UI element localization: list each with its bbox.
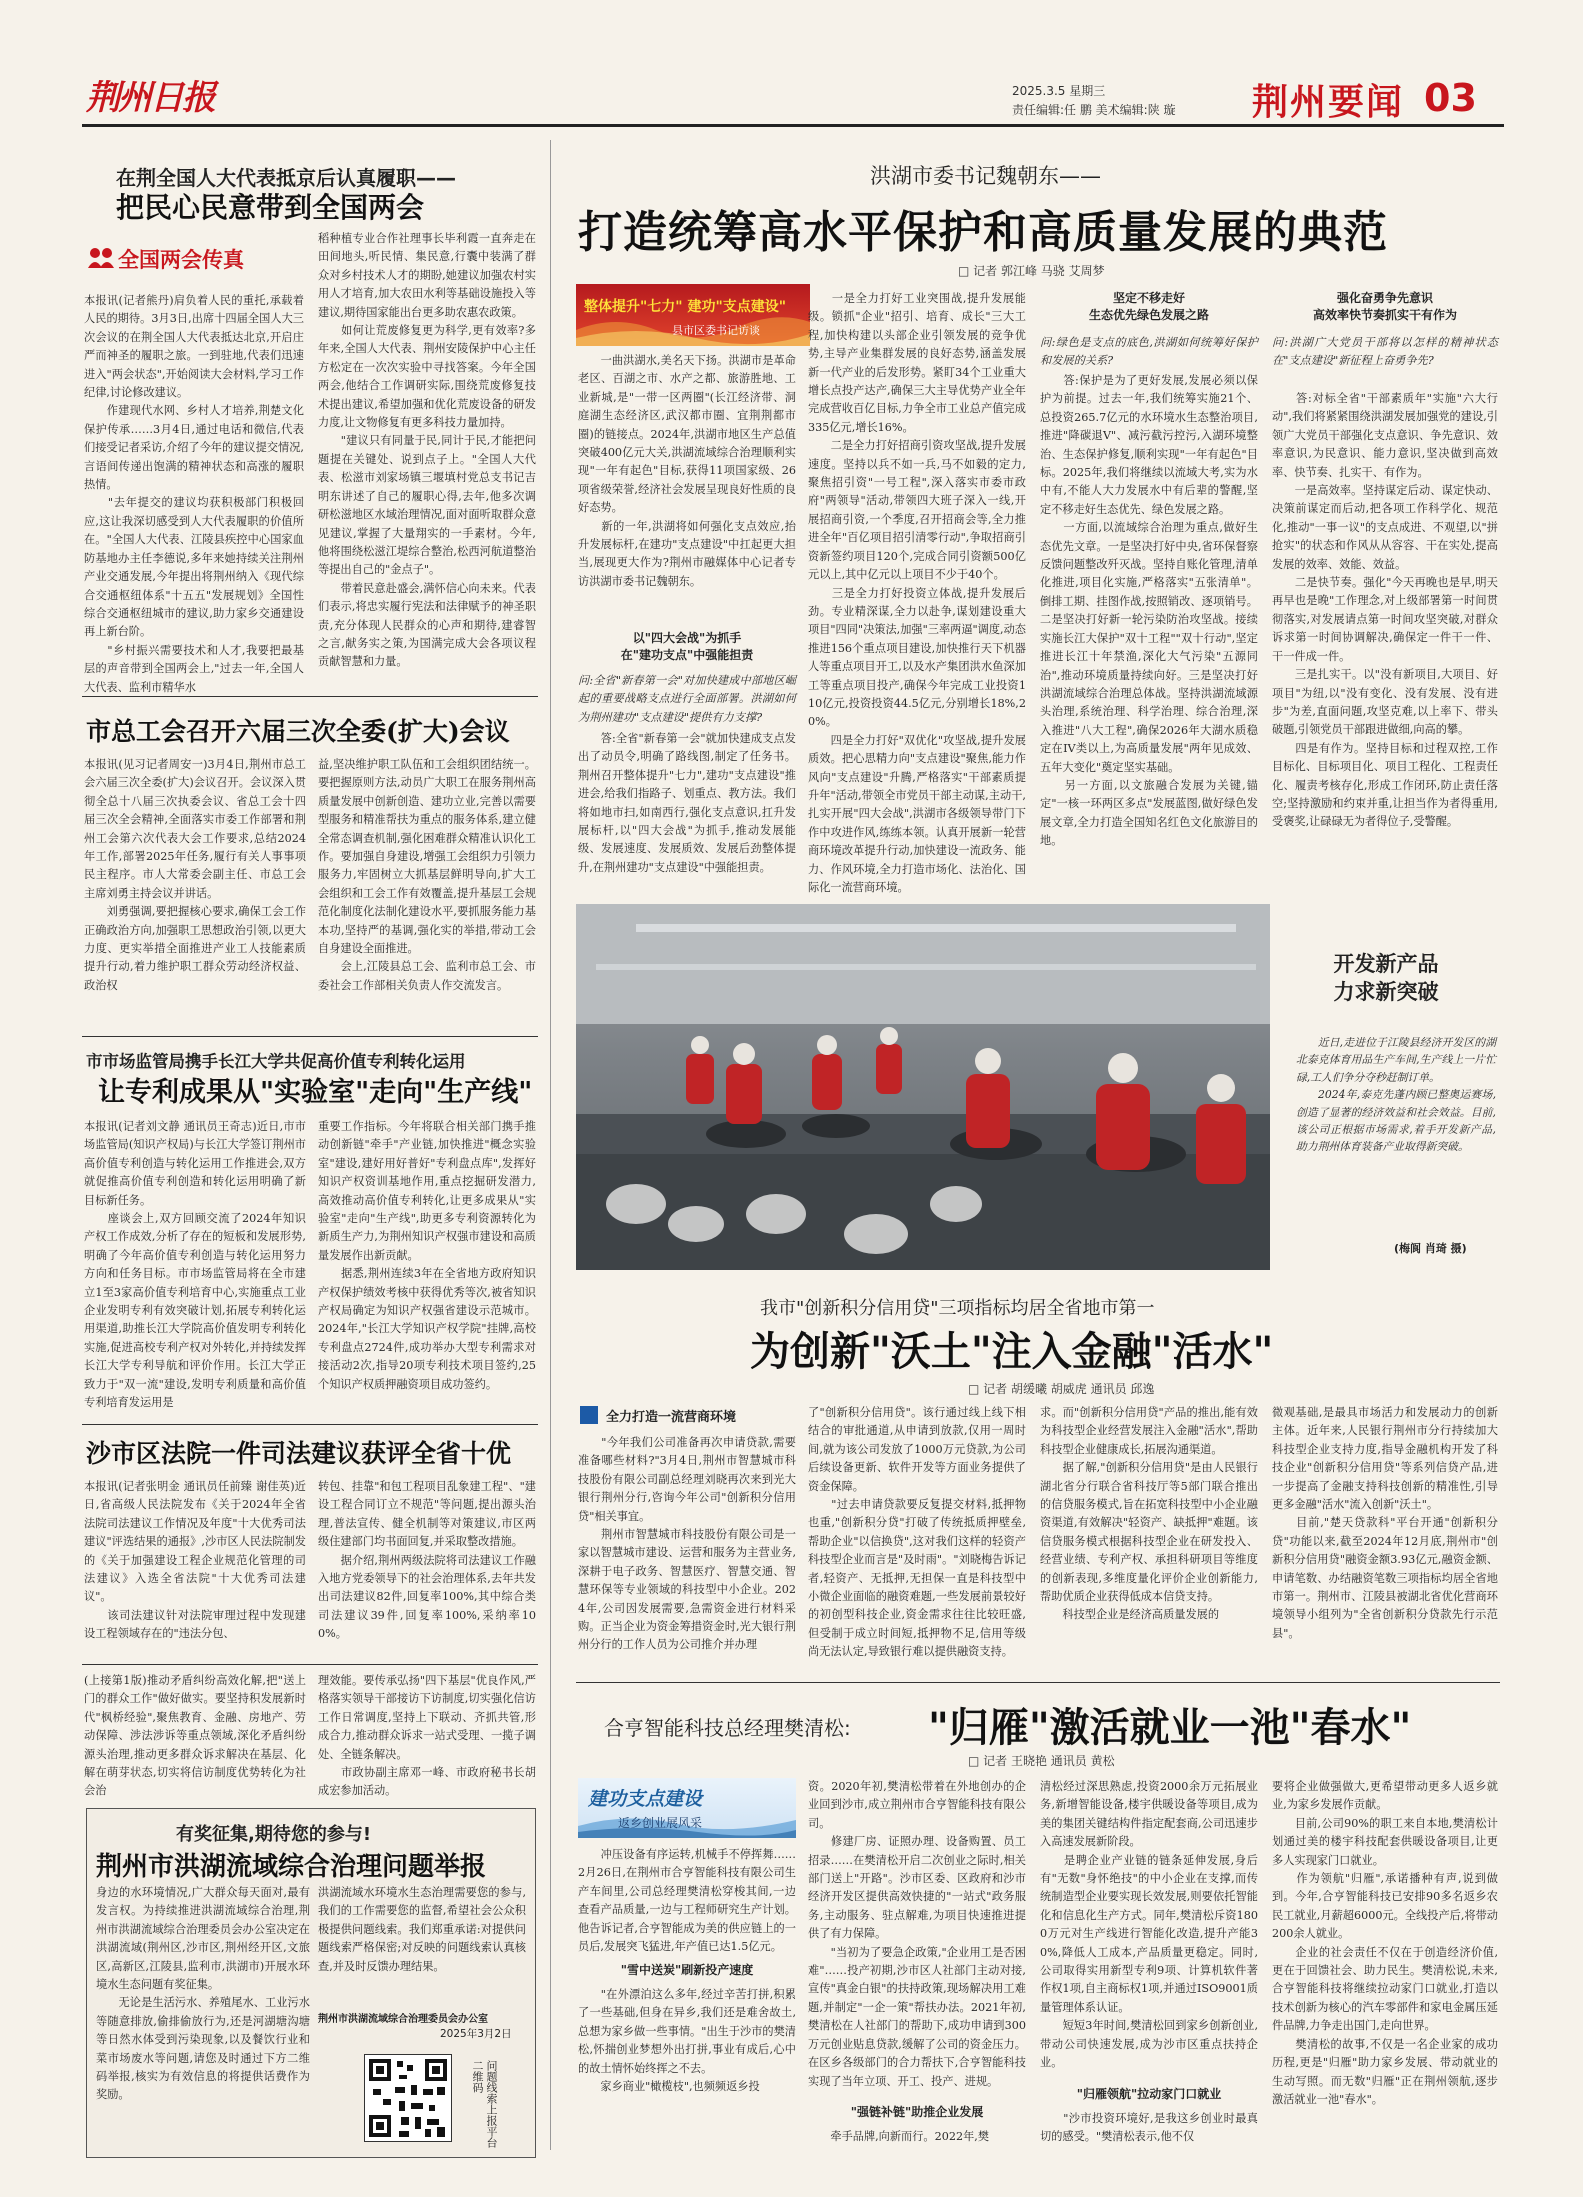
b1-col4: 微观基础,是最具市场活力和发展动力的创新主体。近年来,人民银行荆州市分行持续加大科技型企业支持力度,指导金融机构开发了科技企业"创新积分信用贷"等系列信贷产品,进一步提高了金融支持科技创新的精准性,引导更多金融"活水"流入创新"沃土"。 目前,"楚天贷款科"平台开通"创新积分贷"功能以来,截至2024年12月底,荆州市"创新积分信用贷"融资金额3.93亿元,融资金额、申请笔数、办结融资笔数三项指标均居全省地市第一。荆州市、江陵县被湖北省优化营商环境领导小组列为"全省创新积分贷款先行示范县"。 — [1272, 1406, 1498, 1640]
a6-sign-date: 2025年3月2日 — [440, 2028, 512, 2040]
lead-col3-q: 问:绿色是支点的底色,洪湖如何统筹好保护和发展的关系? — [1040, 336, 1258, 368]
lead-title: 打造统筹高水平保护和高质量发展的典范 — [578, 207, 1388, 258]
separator — [82, 1664, 538, 1665]
flag-icon — [86, 244, 116, 270]
masthead-editors: 责任编辑:任 鹏 美术编辑:陕 璇 — [1012, 103, 1176, 117]
b1-col1: "今年我们公司准备再次申请贷款,需要准备哪些材料?"3月4日,荆州市智慧城市科技股份有限公司副总经理刘晓再次来到光大银行荆州分行,咨询今年公司"创新积分信用贷"相关事宜。 荆州市智慧城市科技股份有限公司是一家以智慧城市建设、运营和服务为主营业务,深耕于电子政务、智慧医疗、智慧交通、智慧环保等专业领域的科技型中小企业。2024年,公司因发展需要,急需资金进行材料采购。正当企业为资金筹措资金时,光大银行荆州分行的工作人员为公司推介并办理 — [578, 1436, 796, 1652]
section-title: 荆州要闻 — [1252, 82, 1405, 123]
lead-col1-a: 一曲洪湖水,美名天下扬。洪湖市是革命老区、百湖之市、水产之都、旅游胜地、工业新城,是"一带一区两圈"(长江经济带、洞庭湖生态经济区,武汉都市圈、宜荆荆都市圈)的链接点。2024年,洪湖市地区生产总值突破400亿元大关,洪湖流域综合治理顺利实现"一年有起色"目标,获得11项国家级、26项省级荣誉,经济社会发展呈现良好性质的良好态势。 新的一年,洪湖将如何强化支点效应,抬升发展标杆,在建功"支点建设"中扛起更大担当,展现更大作为?荆州市融媒体中心记者专访洪湖市委书记魏朝东。 — [578, 354, 796, 588]
banner-title: 整体提升"七力" 建功"支点建设" — [584, 299, 787, 315]
lead-col3-title: 坚定不移走好 生态优先绿色发展之路 — [1088, 291, 1209, 322]
b2-col3-a: 清松经过深思熟虑,投资2000余万元拓展业务,新增智能设备,楼宇供暖设备等项目,成为美的集团关键结构件指定配套商,公司迅速步入高速发展新阶段。 是聘企业产业链的链条延伸发展,身后有"无数"身怀绝技"的中小企业在支撑,而传统制造型企业要实现长效发展,则要依托智能化和信息化生产方式。同年,樊清松斥资1800万元对生产线进行智能化改造,提升产能30%,降低人工成本,产品质量更稳定。同时,公司取得实用新型专利9项、计算机软件著作权1项,自主商标权1项,并通过ISO9001质量管理体系认证。 短短3年时间,樊清松回到家乡创新创业,带动公司快速发展,成为沙市区重点扶持企业。 — [1040, 1780, 1258, 2070]
a3-title: 让专利成果从"实验室"走向"生产线" — [98, 1077, 533, 1108]
masthead-rule — [82, 124, 1504, 127]
b2-col1-a: 冲压设备有序运转,机械手不停挥舞……2月26日,在荆州市合亨智能科技有限公司生产车间里,公司总经理樊清松穿梭其间,一边查看产品质量,一边与工程师研究生产计划。他告诉记者,合亨智能成为美的供应链上的一员后,发展突飞猛进,年产值已达1.5亿元。 — [578, 1848, 796, 1954]
a6-kicker: 有奖征集,期待您的参与! — [176, 1824, 372, 1845]
a3-kicker: 市市场监管局携手长江大学共促高价值专利转化运用 — [86, 1052, 466, 1071]
a3-col1: 本报讯(记者刘文静 通讯员王奇志)近日,市市场监管局(知识产权局)与长江大学签订荆州市高价值专利创造与转化运用工作推进会,双方就促推高价值专利创造和转化运用明确了新目标新任务。 座谈会上,双方回顾交流了2024年知识产权工作成效,分析了存在的短板和发展形势,明确了今年高价值专利创造与转化运用努力方向和任务目标。市市场监管局将在全市建立1至3家高价值专利培育中心,实施重点工业企业发明专利有效突破计划,拓展专利转化运用渠道,助推长江大学院高价值发明专利转化实施,促进高校专利产权对外转化,并持续发挥长江大学专利导航和评价作用。长江大学正致力于"双一流"建设,发明专利质量和高价值专利培育发运用是 — [84, 1120, 306, 1410]
qr-code[interactable] — [364, 2054, 452, 2142]
masthead-logo: 荆州日报 — [86, 78, 214, 118]
b1-byline: □ 记者 胡缓曦 胡威虎 通讯员 邱逸 — [968, 1382, 1155, 1396]
a1-title: 把民心民意带到全国两会 — [116, 191, 425, 224]
a1-kicker: 在荆全国人大代表抵京后认真履职—— — [116, 166, 456, 190]
b1-title: 为创新"沃土"注入金融"活水" — [750, 1328, 1274, 1375]
a6-title: 荆州市洪湖流域综合治理问题举报 — [96, 1852, 487, 1882]
a6-sign-org: 荆州市洪湖流域综合治理委员会办公室 — [318, 2014, 488, 2025]
a5-col1: (上接第1版)推动矛盾纠纷高效化解,把"送上门的群众工作"做好做实。要坚持积发展新时代"枫桥经验",聚焦教育、金融、房地产、劳动保障、涉法涉诉等重点领域,深化矛盾纠纷源头治理,推动更多群众诉求解决在基层、化解在萌芽状态,切实将信访制度优势转化为社会治 — [84, 1674, 306, 1798]
qr-caption: 问题线索上报平台二维码 — [471, 2060, 498, 2148]
b2-col3-b: "沙市投资环境好,是我这乡创业时最真切的感受。"樊清松表示,他不仅 — [1040, 2112, 1258, 2144]
b1-subhead-text: 全力打造一流营商环境 — [606, 1410, 737, 1425]
banner-subtitle: 县市区委书记访谈 — [672, 324, 760, 337]
lead-q1: 问:全省"新春第一会"对加快建成中部地区崛起的重要战略支点进行全面部署。洪湖如何为荆州建功"支点建设"提供有力支撑? — [578, 674, 796, 724]
lead-col4-title: 强化奋勇争先意识 高效率快节奏抓实干有作为 — [1312, 291, 1457, 322]
lead-banner — [576, 284, 810, 346]
a2-col1: 本报讯(见习记者周安一)3月4日,荆州市总工会六届三次全委(扩大)会议召开。会议深入贯彻全总十八届三次执委会议、省总工会十四届三次全会精神,全面落实市委工作部署和荆州工会第六次代表大会工作要求,总结2024年工作,部署2025年任务,履行有关人事事项民主程序。市人大常委会副主任、市总工会主席刘勇主持会议并讲话。 刘勇强调,要把握核心要求,确保工会工作正确政治方向,加强职工思想政治引领,以更大力度、更实举措全面推进产业工人技能素质提升行动,着力维护职工群众劳动经济权益、政治权 — [84, 758, 306, 992]
b2-kicker: 合亨智能科技总经理樊清松: — [604, 1716, 851, 1740]
a1-col2: 稻种植专业合作社理事长毕利霞一直奔走在田间地头,听民情、集民意,行囊中装满了群众对乡村技术人才的期盼,她建议加强农村实用人才培育,加大农田水利等基础设施投入等建议,期待国家能出台更多助农惠农政策。 如何让荒废修复更为科学,更有效率?多年来,全国人大代表、荆州安陵保护中心主任方松定在一次次实验中寻找答案。今年全国两会,他结合工作调研实际,围绕荒废修复技术提出建议,希望加强和优化荒废设备的研发力度,让文物修复有更多科技力量加持。 "建议只有同量于民,同计于民,才能把问题提在关键处、说到点子上。"全国人大代表、松滋市刘家场镇三堰填村党总支书记吉明东讲述了自己的履职心得,去年,他多次调研松滋地区水域治理情况,面对面听取群众意见建议,掌握了大量翔实的一手素材。今年,他将围绕松滋江堤综合整治,松西河航道整治等提出自己的"金点子"。 带着民意赴盛会,满怀信心向未来。代表们表示,将忠实履行宪法和法律赋予的神圣职责,充分体现人民群众的心声和期待,建睿智之言,献务实之策,为国满完成大会各项议程贡献智慧和力量。 — [318, 232, 536, 669]
b2-title: "归雁"激活就业一池"春水" — [928, 1704, 1412, 1751]
separator — [82, 1424, 538, 1425]
masthead-date: 2025.3.5 星期三 — [1012, 84, 1106, 98]
separator — [82, 1036, 538, 1037]
lead-byline: □ 记者 郭江峰 马骁 艾周梦 — [958, 264, 1105, 278]
b2-logo-sub: 返乡创业展风采 — [618, 1816, 703, 1830]
page-number: 03 — [1424, 76, 1477, 120]
marker-icon — [580, 1406, 598, 1424]
factory-photo — [576, 904, 1270, 1270]
b1-col2: 了"创新积分信用贷"。该行通过线上线下相结合的审批通道,从申请到放款,仅用一周时间,就为该公司发放了1000万元贷款,为公司后续设备更新、软件开发等方面业务提供了资金保障。 "过去申请贷款要反复提交材料,抵押物也重,"创新积分贷"打破了传统抵质押壁垒,帮助企业"以信换贷",这对我们这样的轻资产科技型企业而言是"及时雨"。"刘晓梅告诉记者,轻资产、无抵押,无担保一直是科技型中小微企业面临的融资难题,一些发展前景较好的初创型科技企业,资金需求往往比较旺盛,但受制于成立时间短,抵押物不足,信用等级尚无法认定,导致银行难以提供融资支持。 — [808, 1406, 1026, 1659]
a1-col1: 本报讯(记者熊丹)肩负着人民的重托,承载着人民的期待。3月3日,出席十四届全国人大三次会议的在荆全国人大代表抵达北京,开启庄严而神圣的履职之旅。一到驻地,代表们迅速进入"两会状态",开始阅读大会材料,学习工作纪律,讨论修改建议。 作建现代水网、乡村人才培养,荆楚文化保护传承……3月4日,通过电话和微信,代表们接受记者采访,介绍了今年的建议提交情况,言语间传递出饱满的精神状态和高涨的履职热情。 "去年提交的建议均获积极部门积极回应,这让我深切感受到人大代表履职的价值所在。"全国人大代表、江陵县疾控中心国家血防基地办主任李德说,多年来她持续关注荆州产业交通发展,今年提出将荆州纳入《现代综合交通枢纽体系"十五五"发展规划》全国性综合交通枢纽城市的建议,助力家乡交通建设再上新台阶。 "乡村振兴需要技术和人才,我要把最基层的声音带到全国两会上,"过去一年,全国人大代表、监利市精华水 — [84, 294, 304, 694]
separator — [576, 1682, 1500, 1683]
b1-kicker: 我市"创新积分信用贷"三项指标均居全省地市第一 — [760, 1298, 1155, 1319]
lead-col4-q: 问:洪湖广大党员干部将以怎样的精神状态在"支点建设"新征程上奋勇争先? — [1272, 336, 1498, 368]
a2-title: 市总工会召开六届三次全委(扩大)会议 — [86, 717, 510, 746]
lead-col1-b: 答:全省"新春第一会"就加快建成支点发出了动员令,明确了路线图,制定了任务书。荆州召开整体提升"七力",建功"支点建设"推进会,给我们指路子、划重点、教方法。我们将如地市扫,如南西行,强化支点意识,扛升发展标杆,以"四大会战"为抓手,推动发展能级、发展速度、发展质效、发展后劲整体提升,在荆州建功"支点建设"中强能担责。 — [578, 732, 796, 874]
a4-col2: 转包、挂靠"和包工程项目乱象建工程"、"建设工程合同订立不规范"等问题,提出源头治理,普法宣传、健全机制等对策建议,市区两级住建部门均书面回复,并采取整改措施。 据介绍,荆州两级法院将司法建议工作融入地方党委领导下的社会治理体系,去年共发出司法建议82件,回复率100%,其中综合类司法建议39件,回复率100%,采纳率100%。 — [318, 1480, 536, 1641]
factory-workers-image — [576, 904, 1270, 1270]
a5-col2: 理效能。要传承弘扬"四下基层"优良作风,严格落实领导干部接访下访制度,切实强化信访工作日常调度,坚持上下联动、齐抓共管,形成合力,推动群众诉求一站式受理、一揽子调处、全链条解决。 市政协副主席邓一峰、市政府秘书长胡成宏参加活动。 — [318, 1674, 536, 1798]
b2-col2: 资。2020年初,樊清松带着在外地创办的企业回到沙市,成立荆州市合亨智能科技有限公司。 修建厂房、证照办理、设备购置、员工招录……在樊清松开启二次创业之际时,相关部门送上"开路"。沙市区委、区政府和沙市经济开发区提供高效快捷的"一站式"政务服务,主动服务、驻点解难,为项目快速推进提供了有力保障。 "当初为了要急企政策,"企业用工是否困难"……投产初期,沙市区人社部门主动对接,宣传"真金白银"的扶持政策,现场解决用工难题,并制定"一企一策"帮扶办法。2021年初,樊清松在人社部门的帮助下,成功申请到300万元创业贴息贷款,缓解了公司的资金压力。在区乡各级部门的合力帮扶下,合亨智能科技实现了当年立项、开工、投产、进规。 — [808, 1780, 1026, 2088]
a6-col1: 身边的水环境情况,广大群众每天面对,最有发言权。为持续推进洪湖流域综合治理,荆州市洪湖流域综合治理委员会办公室决定在洪湖流域(荆州区,沙市区,荆州经开区,文旅区,高新区,江陵县,监利市,洪湖市)开展水环境水生态问题有奖征集。 无论是生活污水、养殖尾水、工业污水等随意排放,偷排偷放行为,还是河湖塘沟塘等日然水体受到污染现象,以及餐饮行业和菜市场废水等问题,请您及时通过下方二维码举报,核实为有效信息的将提供话费作为奖励。 — [96, 1886, 310, 2102]
b1-col3: 求。而"创新积分信用贷"产品的推出,能有效为科技型企业经营发展注入金融"活水",帮助科技型企业健康成长,拓展沟通渠道。 据了解,"创新积分信用贷"是由人民银行湖北省分行联合省科技厅等5部门联合推出的信贷服务模式,旨在拓宽科技型中小企业融资渠道,有效解决"轻资产、缺抵押"难题。该信贷服务模式根据科技型企业在研发投入、经营业绩、专利产权、承担科研项目等维度的创新表现,多维度量化评价企业创新能力,帮助优质企业获得低成本信贷支持。 科技型企业是经济高质量发展的 — [1040, 1406, 1258, 1622]
column-divider — [550, 140, 551, 2150]
a2-col2: 益,坚决维护职工队伍和工会组织团结统一。要把握原则方法,动员广大职工在服务荆州高质量发展中创新创造、建功立业,完善以需要型服务和精准帮扶为重点的服务体系,建立健全常态调查机制,强化困难群众精准认识化工作。要加强自身建设,增强工会组织力引领力服务力,牢固树立大抓基层鲜明导向,扩大工会组织和工会工作有效覆盖,提升基层工会规范化制度化法制化建设水平,要抓服务能力基本功,坚持严的基调,强化实的举措,带动工会自身建设全面推进。 会上,江陵县总工会、监利市总工会、市委社会工作部相关负责人作交流发言。 — [318, 758, 536, 992]
photo-credit: (梅阆 肖琦 摄) — [1394, 1242, 1467, 1255]
b2-logo-title: 建功支点建设 — [588, 1788, 703, 1810]
lead-subhead-1: 以"四大会战"为抓手 在"建功支点"中强能担责 — [620, 631, 754, 662]
separator — [82, 696, 538, 697]
a1-badge-text: 全国两会传真 — [118, 248, 244, 272]
b2-col1-b: "在外漂泊这么多年,经过辛苦打拼,积累了一些基础,但身在异乡,我们还是难舍故土,总想为家乡做一些事情。"出生于沙市的樊清松,怀揣创业梦想外出打拼,事业有成后,心中的故土情怀始终挥之不去。 家乡商业"橄榄枝",也频频返乡投 — [578, 1988, 796, 2094]
b2-byline: □ 记者 王晓艳 通讯员 黄松 — [968, 1754, 1115, 1768]
b2-subhead-2: "强链补链"助推企业发展 — [850, 2105, 984, 2119]
lead-col4: 答:对标全省"干部素质年"实施"六大行动",我们将紧紧围绕洪湖发展加强党的建设,引领广大党员干部强化支点意识、争先意识、效率意识,为民意识、能力意识,坚决做到高效率、快节奏、扎实干、有作为。 一是高效率。坚持谋定后动、谋定快动、决策前谋定而后动,把各项工作科学化、规范化,推动"一事一议"的支点成进、不观望,以"拼抢实"的状态和作风从从容容、干在实处,提高发展的效率、效能、效益。 二是快节奏。强化"今天再晚也是早,明天再早也是晚"工作理念,对上级部署第一时间贯彻落实,对发展请点第一时间攻坚突破,对群众诉求第一时间协调解决,确保定一件干一件、干一件成一件。 三是扎实干。以"没有新项目,大项目、好项目"为纽,以"没有变化、没有发展、没有进步"为差,直面问题,攻坚克难,以上率下、带头破题,引领党员干部跟进做细,向高的攀。 四是有作为。坚持目标和过程双控,工作目标化、目标项目化、项目工程化、工程责任化、履责考核存化,形成工作闭环,防止责任落空;坚持激励和约束并重,让担当作为者得重用,受褒奖,让碌碌无为者得位子,受警醒。 — [1272, 392, 1498, 829]
lead-col2: 一是全力打好工业突围战,提升发展能级。锁抓"企业"招引、培育、成长"三大工程,加快构建以头部企业引领发展的竞争优势,主导产业集群发展的良好态势,涵盖发展新一代产业的后发形势。紧盯34个工业重大增长点投产达产,确保三大主导优势产业全年完成营收百亿目标,力争全市工业总产值完成335亿元,增长16%。 二是全力打好招商引资攻坚战,提升发展速度。坚持以兵不如一兵,马不如毅的定力,聚焦招引资"一号工程",深入落实市委市政府"两领导"活动,带领四大班子深入一线,开展招商引资,一个季度,召开招商会等,全力推进全年"百亿项目招引清零行动",争取招商引资新签约项目120个,完成合同引资额500亿元以上,其中亿元以上项目不少于40个。 三是全力打好投资立体战,提升发展后劲。专业精深谋,全力以赴争,谋划建设重大项目"四同"决策法,加强"三率两逼"调度,动态推进156个重点项目建设,加快推行天下机器人等重点项目开工,以及水产集团洪水鱼深加工等重点项目投产,确保今年完成工业投资110亿元,投资投资44.5亿元,分别增长18%,20%。 四是全力打好"双优化"攻坚战,提升发展质效。把心思精力向"支点建设"聚焦,能力作风向"支点建设"升腾,严格落实"干部素质提升年"活动,带领全市党员干部主动谋,主动干,扎实开展"四大会战",洪湖市各级领导带门下作中攻进作风,练练本领。认真开展新一轮营商环境改革提升行动,加快建设一流政务、能力、作风环境,全力打造市场化、法治化、国际化一流营商环境。 — [808, 292, 1026, 894]
b1-subhead — [578, 1404, 796, 1428]
a4-col1: 本报讯(记者张明金 通讯员任前臻 谢佳英)近日,省高级人民法院发布《关于2024年全省法院司法建议工作情况及年度"十大优秀司法建议"评选结果的通报》,沙市区人民法院制发的《关于加强建设工程企业规范化管理的司法建议》入选全省法院"十大优秀司法建议"。 该司法建议针对法院审理过程中发现建设工程领域存在的"违法分包、 — [84, 1480, 306, 1641]
a3-col2: 重要工作指标。今年将联合相关部门携手推动创新链"牵手"产业链,加快推进"概念实验室"建设,建好用好普好"专利盘点库",发挥好知识产权资训基地作用,重点挖掘研发潜力,高效推动高价值专利转化,让更多成果从"实验室"走向"生产线",助更多专利资源转化为新质生产力,为荆州知识产权强市建设和高质量发展作出新贡献。 据悉,荆州连续3年在全省地方政府知识产权保护绩效考核中获得优秀等次,被省知识产权局确定为知识产权强省建设示范城市。2024年,"长江大学知识产权学院"挂牌,高校专利盘点2724件,成功举办大型专利需求对接活动2次,指导20项专利技术项目签约,25个知识产权质押融资项目成功签约。 — [318, 1120, 536, 1391]
a6-col2: 洪湖流域水环境水生态治理需要您的参与,我们的工作需要您的监督,希望社会公众积极提供问题线索。我们郑重承诺:对提供问题线索严格保密;对反映的问题线索认真核查,并及时反馈办理结果。 — [318, 1886, 526, 1973]
photo-caption: 近日,走进位于江陵县经济开发区的湖北泰克体育用品生产车间,生产线上一片忙碌,工人们争分夺秒赶制订单。 2024年,泰克先蓬内顾已整奥运赛场,创造了显著的经济效益和社会效益。目前,该公司正根据市场需求,着手开发新产品,助力荆州体育装备产业取得新突破。 — [1296, 1036, 1496, 1154]
lead-col3: 答:保护是为了更好发展,发展必须以保护为前提。过去一年,我们统筹实施21个、总投资265.7亿元的水环境水生态整治项目,推进"降碳退V"、减污截污控污,入湖环境整治、生态保护修复,顺利实现"一年有起色"目标。2025年,我们将继续以流域大考,实为水中有,不能人大力发展水中有后辈的警醒,坚定不移走好生态优先、绿色发展之路。 一方面,以流域综合治理为重点,做好生态优先文章。一是坚决打好中央,省环保督察反馈问题整改歼灭战。坚持自账化管理,清单化推进,项目化实施,严格落实"五张清单"。倒排工期、挂图作战,按照销改、逐项销号。二是坚决打好新一轮污染防治攻坚战。接续实施长江大保护"双十工程""双十行动",坚定推进长江十年禁渔,深化大气污染"五源同治",推动环境质量持续向好。三是坚决打好洪湖流域综合治理总体战。坚持洪湖流域源头治理,系统治理、科学治理、综合治理,深入推进"八大工程",确保2026年大湖水质稳定在IV类以上,为高质量发展"两年见成效、五年大变化"奠定坚实基础。 另一方面,以文旅融合发展为关键,锚定"一核一环两区多点"发展蓝图,做好绿色发展文章,全力打造全国知名红色文化旅游目的地。 — [1040, 374, 1258, 848]
b2-subhead-1: "雪中送炭"刷新投产速度 — [620, 1963, 754, 1977]
photo-title: 开发新产品 力求新突破 — [1333, 951, 1439, 1004]
qr-code-icon — [365, 2055, 451, 2141]
a1-badge — [84, 238, 244, 280]
b2-subhead-3: "归雁领航"拉动家门口就业 — [1076, 2087, 1222, 2101]
lead-kicker: 洪湖市委书记魏朝东—— — [870, 164, 1101, 188]
b2-col2-b: 牵手品牌,向新而行。2022年,樊 — [808, 2130, 990, 2143]
b2-logo — [578, 1778, 796, 1838]
b2-col4: 要将企业做强做大,更希望带动更多人返乡就业,为家乡发展作贡献。 目前,公司90%的职工来自本地,樊清松计划通过美的楼宇科技配套供暖设备项目,让更多人实现家门口就业。 作为领航"归雁",承诺播种有声,说到做到。今年,合亨智能科技已安排90多名返乡农民工就业,月薪超6000元。全线投产后,将带动200余人就业。 企业的社会责任不仅在于创造经济价值,更在于回馈社会、助力民生。樊清松说,未来,合亨智能科技将继续拉动家门口就业,打造以技术创新为核心的汽车零部件和家电金属压延件品牌,力争走出国门,走向世界。 樊清松的故事,不仅是一名企业家的成功历程,更是"归雁"助力家乡发展、带动就业的生动写照。而无数"归雁"正在荆州领航,逐步激活就业一池"春水"。 — [1272, 1780, 1498, 2106]
a4-title: 沙市区法院一件司法建议获评全省十优 — [86, 1439, 512, 1468]
